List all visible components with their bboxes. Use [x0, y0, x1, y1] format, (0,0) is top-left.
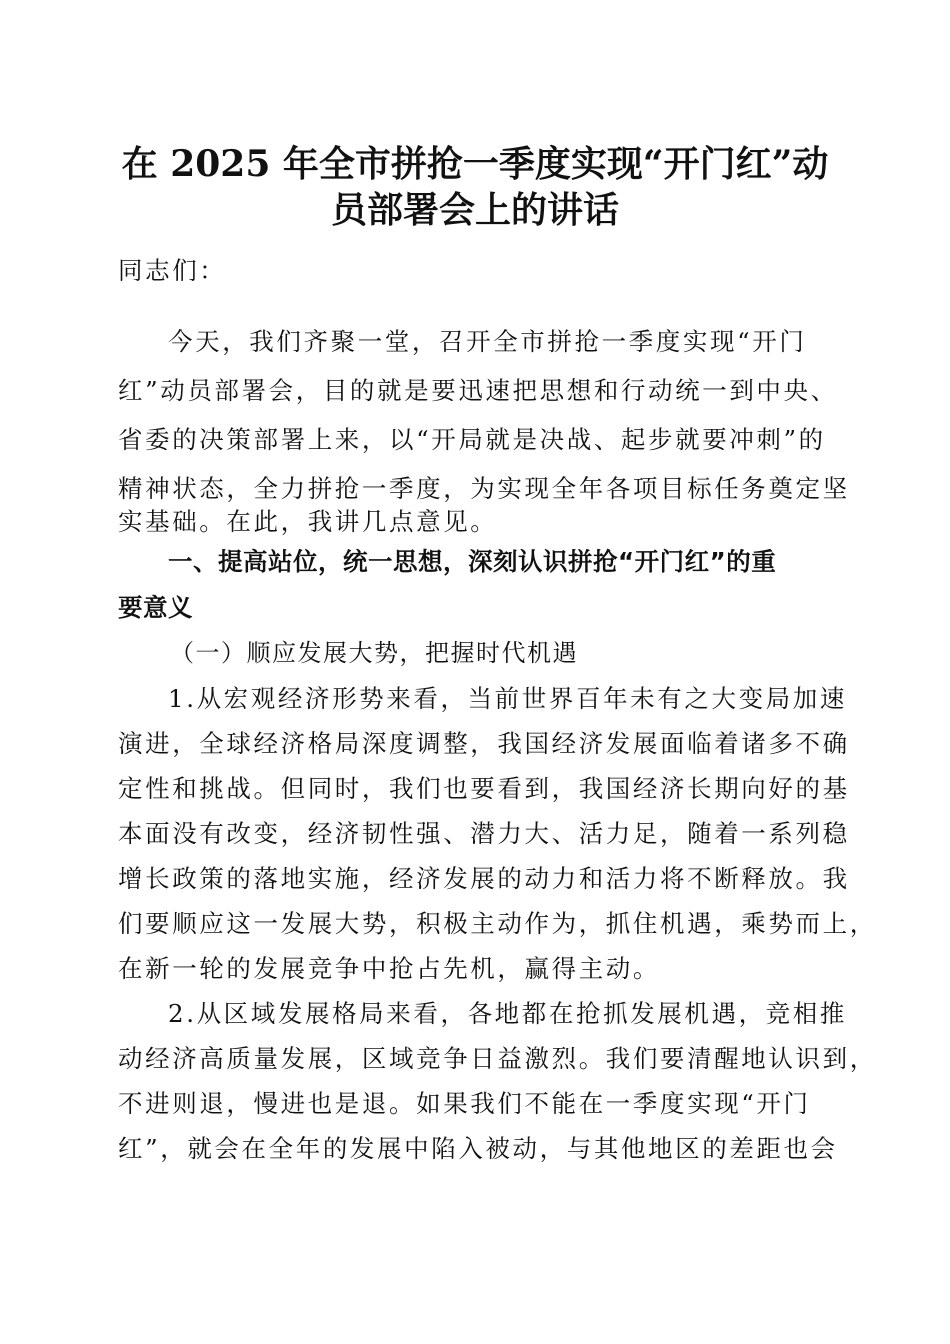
section-heading-1-cont: 要意义 — [118, 593, 193, 622]
paragraph-line: 不进则退，慢进也是退。如果我们不能在一季度实现“开门 — [118, 1089, 811, 1118]
paragraph-line: 省委的决策部署上来，以“开局就是决战、起步就要冲刺”的 — [118, 425, 826, 454]
paragraph-line: 红”，就会在全年的发展中陷入被动，与其他地区的差距也会 — [118, 1134, 838, 1163]
document-title-line-1: 在 2025 年全市拼抢一季度实现“开门红”动 — [121, 143, 829, 185]
paragraph-line: 红”动员部署会，目的就是要迅速把思想和行动统一到中央、 — [118, 376, 838, 405]
paragraph-line: 今天，我们齐聚一堂，召开全市拼抢一季度实现“开门 — [168, 327, 807, 356]
document-title-line-2: 员部署会上的讲话 — [330, 189, 619, 231]
paragraph-line: 演进，全球经济格局深度调整，我国经济发展面临着诸多不确 — [118, 729, 850, 758]
paragraph-line: 1.从宏观经济形势来看，当前世界百年未有之大变局加速 — [168, 684, 847, 713]
subsection-heading: （一）顺应发展大势，把握时代机遇 — [170, 639, 578, 667]
paragraph-line: 在新一轮的发展竞争中抢占先机，赢得主动。 — [118, 954, 660, 983]
paragraph-line: 定性和挑战。但同时，我们也要看到，我国经济长期向好的基 — [118, 774, 850, 803]
paragraph-line: 动经济高质量发展，区域竞争日益激烈。我们要清醒地认识到， — [118, 1044, 877, 1073]
paragraph-line: 本面没有改变，经济韧性强、潜力大、活力足，随着一系列稳 — [118, 819, 850, 848]
paragraph-line: 2.从区域发展格局来看，各地都在抢抓发展机遇，竞相推 — [168, 999, 847, 1028]
salutation: 同志们： — [118, 256, 227, 285]
paragraph-line: 实基础。在此，我讲几点意见。 — [118, 507, 498, 536]
paragraph-line: 增长政策的落地实施，经济发展的动力和活力将不断释放。我 — [118, 864, 850, 893]
paragraph-line: 们要顺应这一发展大势，积极主动作为，抓住机遇，乘势而上， — [118, 909, 877, 938]
section-heading-1: 一、提高站位，统一思想，深刻认识拼抢“开门红”的重 — [168, 547, 777, 576]
paragraph-line: 精神状态，全力拼抢一季度，为实现全年各项目标任务奠定坚 — [118, 474, 850, 503]
